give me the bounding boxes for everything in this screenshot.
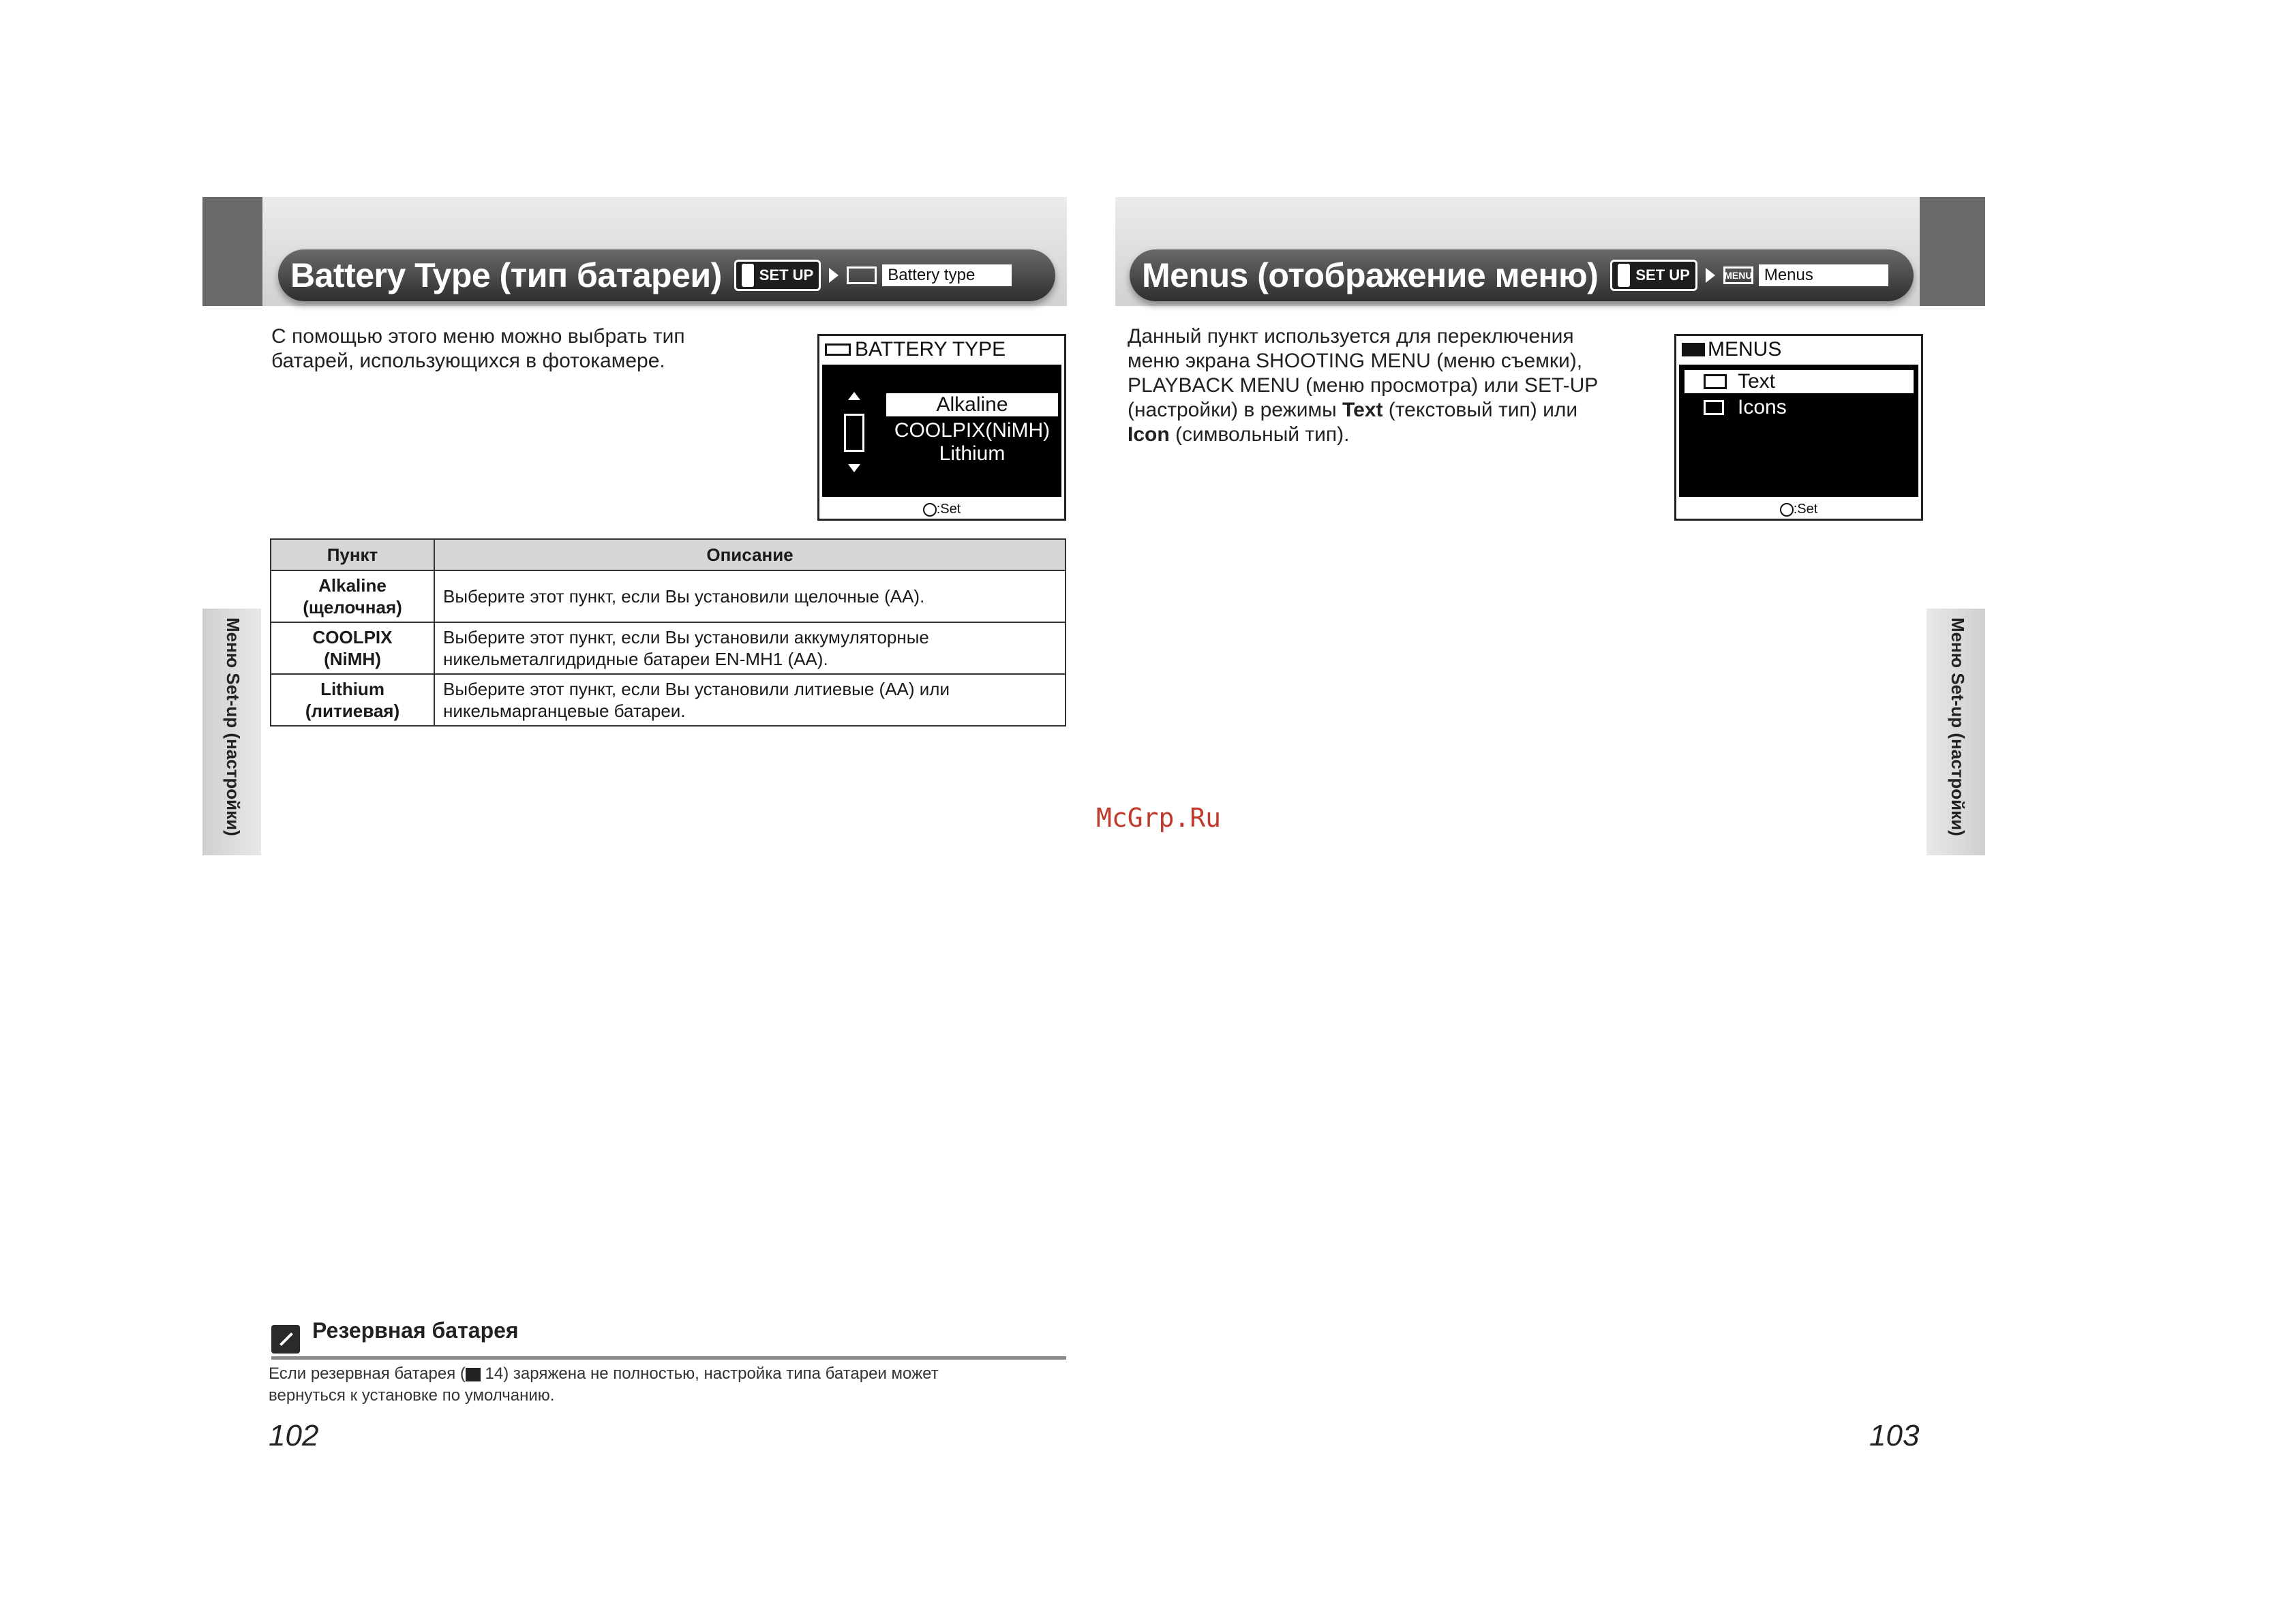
screen-footer — [819, 502, 1064, 517]
setup-label: SET UP — [1635, 266, 1690, 284]
book-icon — [466, 1368, 481, 1381]
setup-badge — [1610, 260, 1697, 291]
screen-footer — [1676, 502, 1921, 517]
note-text — [269, 1363, 1073, 1407]
page-number-left: 102 — [269, 1419, 319, 1452]
watermark: McGrp.Ru — [1096, 803, 1222, 833]
note-text-part: Если резервная батарея ( — [269, 1364, 466, 1383]
intro-bold: Text — [1342, 399, 1383, 421]
ok-button-icon — [923, 503, 937, 517]
desc-line: никельметалгидридные батареи EN-MH1 (AA). — [443, 649, 828, 669]
intro-line: батарей, использующихся в фотокамере. — [271, 350, 665, 372]
item-cell — [271, 570, 434, 622]
left-intro — [271, 324, 749, 373]
option-lithium[interactable]: Lithium — [939, 442, 1006, 465]
note-text-part: 14) заряжена не полностью, настройка типа батареи может — [480, 1364, 939, 1383]
option-alkaline[interactable]: Alkaline — [936, 393, 1008, 416]
breadcrumb-field: Menus — [1759, 264, 1888, 286]
page-title: Battery Type (тип батареи) — [290, 256, 722, 294]
right-header-tab — [1920, 197, 1985, 306]
pencil-icon — [271, 1325, 300, 1354]
item-sub: (литиевая) — [305, 701, 400, 721]
footer-label: :Set — [1793, 502, 1818, 517]
intro-line: Данный пункт используется для переключения — [1128, 325, 1574, 348]
up-arrow-icon — [848, 392, 860, 400]
screen-title: BATTERY TYPE — [855, 338, 1006, 361]
desc-line: никельмарганцевые батареи. — [443, 701, 686, 721]
option-icons[interactable]: Icons — [1738, 396, 1787, 418]
ok-button-icon — [1780, 503, 1794, 517]
menu-icon — [1682, 343, 1705, 356]
right-title-bar — [1130, 249, 1914, 301]
note-line — [269, 1363, 1073, 1385]
desc-line: Выберите этот пункт, если Вы установили литиевые (AA) или — [443, 679, 950, 699]
note-title: Резервная батарея — [312, 1318, 519, 1343]
intro-part: (текстовый тип) или — [1383, 399, 1578, 421]
table-row — [271, 622, 1066, 674]
screen-header — [819, 336, 1064, 363]
header-item: Пункт — [271, 539, 434, 570]
left-header-tab — [202, 197, 262, 306]
intro-line: меню экрана SHOOTING MENU (меню съемки), — [1128, 350, 1583, 372]
item-name: Alkaline — [318, 575, 387, 596]
page-number-right: 103 — [1869, 1419, 1920, 1452]
battery-icon — [825, 343, 851, 356]
intro-line: С помощью этого меню можно выбрать тип — [271, 325, 685, 348]
menus-screen — [1674, 334, 1923, 521]
text-mode-icon — [1704, 374, 1727, 389]
arrow-right-icon — [1706, 268, 1715, 283]
intro-bold: Icon — [1128, 423, 1170, 446]
screen-header — [1676, 336, 1921, 363]
table-header-row — [271, 539, 1066, 570]
menu-icon: MENU — [1723, 266, 1753, 284]
battery-type-table — [270, 538, 1066, 727]
intro-line — [1128, 423, 1659, 447]
item-name: Lithium — [320, 679, 384, 699]
footer-label: :Set — [936, 502, 961, 517]
option-text[interactable]: Text — [1738, 370, 1776, 393]
setup-badge — [734, 260, 821, 291]
arrow-right-icon — [829, 268, 839, 283]
intro-line: PLAYBACK MENU (меню просмотра) или SET-UP — [1128, 374, 1599, 397]
intro-line — [1128, 398, 1659, 423]
note-line: вернуться к установке по умолчанию. — [269, 1386, 555, 1405]
option-coolpix-nimh[interactable]: COOLPIX(NiMH) — [894, 419, 1051, 442]
battery-pair-icon — [844, 414, 864, 452]
desc-cell — [434, 622, 1066, 674]
note-rule — [271, 1356, 1066, 1360]
icons-mode-icon — [1704, 400, 1724, 415]
page-title: Menus (отображение меню) — [1142, 256, 1599, 294]
item-cell — [271, 622, 434, 674]
intro-part: (символьный тип). — [1169, 423, 1350, 446]
screen-body — [822, 365, 1061, 497]
setup-label: SET UP — [759, 266, 814, 284]
header-description: Описание — [434, 539, 1066, 570]
left-title-bar — [278, 249, 1055, 301]
desc-cell — [434, 674, 1066, 726]
item-cell — [271, 674, 434, 726]
screen-body — [1679, 365, 1918, 497]
battery-type-screen — [817, 334, 1066, 521]
right-side-tab-label: Меню Set-up (настройки) — [1948, 617, 1968, 836]
table-row — [271, 674, 1066, 726]
desc-line: Выберите этот пункт, если Вы установили аккумуляторные — [443, 627, 929, 647]
right-intro — [1128, 324, 1659, 447]
intro-part: (настройки) в режимы — [1128, 399, 1342, 421]
breadcrumb-field: Battery type — [882, 264, 1012, 286]
desc-line: Выберите этот пункт, если Вы установили щелочные (AA). — [443, 586, 925, 607]
down-arrow-icon — [848, 464, 860, 472]
item-sub: (щелочная) — [303, 597, 402, 617]
item-sub: (NiMH) — [324, 649, 381, 669]
screen-title: MENUS — [1708, 338, 1782, 361]
left-side-tab-label: Меню Set-up (настройки) — [223, 617, 243, 836]
desc-cell — [434, 570, 1066, 622]
battery-icon — [847, 266, 877, 284]
table-row — [271, 570, 1066, 622]
camera-icon — [1618, 264, 1630, 287]
item-name: COOLPIX — [312, 627, 393, 647]
camera-icon — [742, 264, 754, 287]
